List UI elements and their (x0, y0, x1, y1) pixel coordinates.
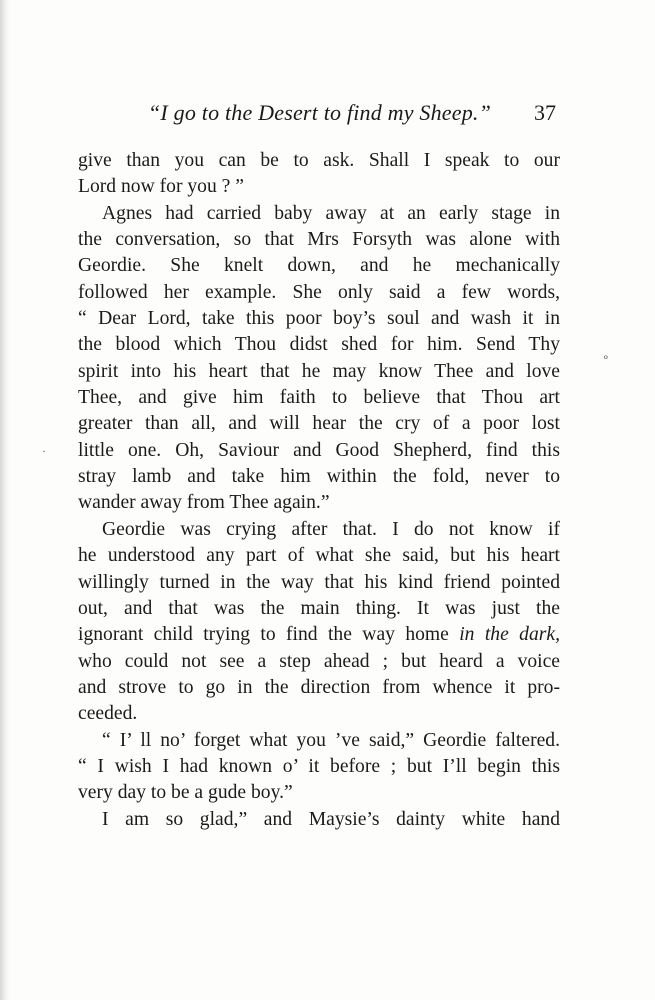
text-line: and strove to go in the direction from whence it pro- (78, 676, 560, 698)
running-title: “I go to the Desert to find my Sheep.” (148, 100, 492, 125)
text-line: willingly turned in the way that his kind friend pointed (78, 571, 560, 593)
text-line: Agnes had carried baby away at an early stage in (102, 202, 560, 224)
text-line: “ I wish I had known o’ it before ; but I’ll begin this (78, 755, 560, 777)
text-line: little one. Oh, Saviour and Good Shepherd, find this (78, 439, 560, 461)
text-line: the conversation, so that Mrs Forsyth was alone with (78, 229, 560, 251)
text-segment: ignorant child trying to find the way home (78, 624, 460, 646)
text-line: give than you can be to ask. Shall I speak to our (78, 150, 560, 171)
text-line (78, 622, 560, 648)
text-line: out, and that was the main thing. It was just the (78, 597, 560, 619)
margin-speck: · (42, 444, 46, 458)
margin-speck: ∘ (602, 350, 610, 364)
italic-text: in the dark, (459, 624, 560, 646)
text-line: who could not see a step ahead ; but heard a voice (78, 650, 560, 672)
text-line: greater than all, and will hear the cry of a poor lost (78, 413, 560, 435)
text-line: spirit into his heart that he may know Thee and love (78, 360, 560, 382)
text-line: Geordie was crying after that. I do not know if (102, 518, 560, 540)
text-line: wander away from Thee again.” (78, 492, 330, 514)
page-header (0, 100, 655, 132)
text-line: Thee, and give him faith to believe that Thou art (78, 387, 560, 409)
page-number: 37 (534, 100, 556, 125)
text-line: Geordie. She knelt down, and he mechanically (78, 255, 560, 277)
text-line: Lord now for you ? ” (78, 176, 244, 198)
text-line: “ I’ ll no’ forget what you ’ve said,” Geordie faltered. (102, 729, 560, 751)
text-line: he understood any part of what she said, but his heart (78, 545, 560, 567)
text-line: stray lamb and take him within the fold, never to (78, 466, 560, 488)
text-line: I am so glad,” and Maysie’s dainty white hand (102, 808, 560, 830)
text-line: followed her example. She only said a few words, (78, 281, 560, 303)
text-line: ceeded. (78, 703, 138, 725)
text-line: very day to be a gude boy.” (78, 782, 293, 804)
body-text (78, 148, 560, 833)
page-edge-shadow (0, 0, 10, 1000)
text-line: the blood which Thou didst shed for him. Send Thy (78, 334, 560, 356)
text-line: “ Dear Lord, take this poor boy’s soul and wash it in (78, 308, 560, 330)
